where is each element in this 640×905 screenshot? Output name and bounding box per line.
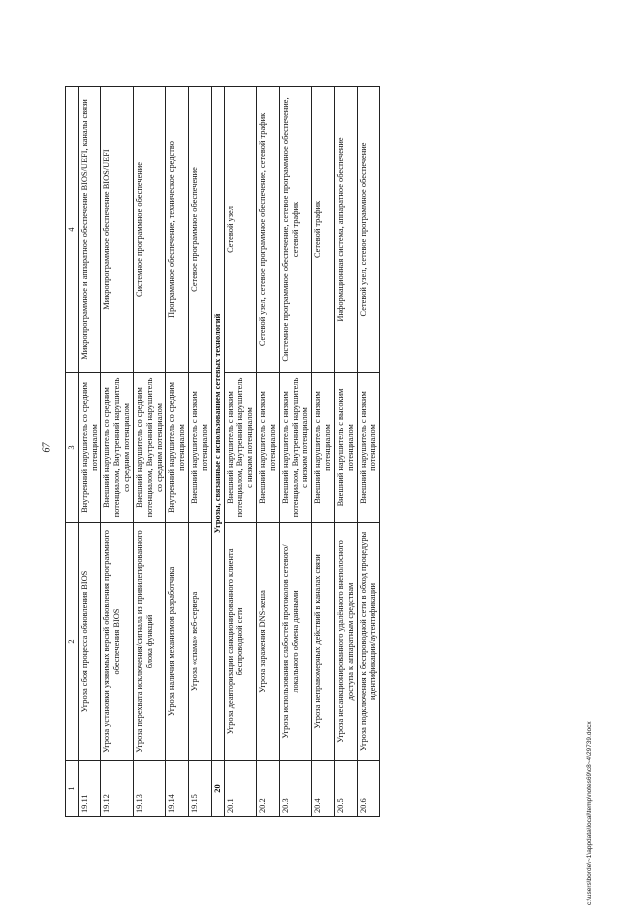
- table-row: [78, 87, 101, 817]
- threat-name: Угроза неправомерных действий в каналах связи: [312, 523, 335, 761]
- column-header: 3: [66, 373, 79, 523]
- threat-name: Угроза использования слабостей протоколов сетевого/локального обмена данными: [279, 523, 311, 761]
- threat-object: Сетевой узел, сетевое программное обеспечение: [357, 87, 380, 373]
- table-row: [133, 87, 165, 817]
- threat-source: Внутренний нарушитель со средним потенциалом: [78, 373, 101, 523]
- threat-object: Программное обеспечение, техническое средство: [166, 87, 189, 373]
- threat-source: Внешний нарушитель со средним потенциалом, Внутренний нарушитель со средним потенциалом: [101, 373, 133, 523]
- threat-source: Внешний нарушитель с низким потенциалом, Внутренний нарушитель с низким потенциалом: [279, 373, 311, 523]
- table-row: [357, 87, 380, 817]
- threat-object: Микропрограммное обеспечение BIOS/UEFI: [101, 87, 133, 373]
- threat-number: 19.15: [189, 761, 212, 817]
- threat-table: [65, 86, 380, 817]
- section-row: [211, 87, 224, 817]
- threat-object: Информационная система, аппаратное обеспечение: [334, 87, 357, 373]
- threat-source: Внешний нарушитель с низким потенциалом: [312, 373, 335, 523]
- threat-number: 20.6: [357, 761, 380, 817]
- section-title: Угрозы, связанные с использованием сетевых технологий: [211, 87, 224, 761]
- threat-number: 19.12: [101, 761, 133, 817]
- threat-number: 20.3: [279, 761, 311, 817]
- section-number: 20: [211, 761, 224, 817]
- threat-name: Угроза деавторизации санкционированного клиента беспроводной сети: [224, 523, 256, 761]
- threat-object: Сетевое программное обеспечение: [189, 87, 212, 373]
- threat-object: Системное программное обеспечение, сетевое программное обеспечение, сетевой трафик: [279, 87, 311, 373]
- threat-name: Угроза перехвата исключения/сигнала из привилегированного блока функций: [133, 523, 165, 761]
- rotated-page-content: [65, 87, 575, 817]
- threat-number: 19.14: [166, 761, 189, 817]
- threat-name: Угроза наличия механизмов разработчика: [166, 523, 189, 761]
- table-row: [312, 87, 335, 817]
- table-row: [279, 87, 311, 817]
- table-header-row: [66, 87, 79, 817]
- table-row: [101, 87, 133, 817]
- threat-source: Внешний нарушитель с низким потенциалом, Внутренний нарушитель с низким потенциалом: [224, 373, 256, 523]
- threat-object: Сетевой узел: [224, 87, 256, 373]
- threat-source: Внешний нарушитель с низким потенциалом: [189, 373, 212, 523]
- threat-name: Угроза установки уязвимых версий обновления программного обеспечения BIOS: [101, 523, 133, 761]
- threat-source: Внешний нарушитель с низким потенциалом: [257, 373, 280, 523]
- threat-name: Угроза подключения к беспроводной сети в обход процедуры идентификации/аутентификации: [357, 523, 380, 761]
- table-row: [224, 87, 256, 817]
- threat-source: Внешний нарушитель со средним потенциалом, Внутренний нарушитель со средним потенциалом: [133, 373, 165, 523]
- table-row: [334, 87, 357, 817]
- threat-object: Микропрограммное и аппаратное обеспечение BIOS/UEFI, каналы связи: [78, 87, 101, 373]
- column-header: 2: [66, 523, 79, 761]
- threat-name: Угроза «спама» веб-сервера: [189, 523, 212, 761]
- threat-name: Угроза заражения DNS-кеша: [257, 523, 280, 761]
- threat-number: 19.11: [78, 761, 101, 817]
- column-header: 1: [66, 761, 79, 817]
- threat-source: Внешний нарушитель с низким потенциалом: [357, 373, 380, 523]
- threat-object: Сетевой трафик: [312, 87, 335, 373]
- column-header: 4: [66, 87, 79, 373]
- threat-number: 19.13: [133, 761, 165, 817]
- threat-name: Угроза сбоя процесса обновления BIOS: [78, 523, 101, 761]
- table-row: [189, 87, 212, 817]
- threat-source: Внешний нарушитель с высоким потенциалом: [334, 373, 357, 523]
- threat-number: 20.1: [224, 761, 256, 817]
- threat-number: 20.5: [334, 761, 357, 817]
- threat-object: Системное программное обеспечение: [133, 87, 165, 373]
- threat-name: Угроза несанкционированного удалённого внеполосного доступа к аппаратным средствам: [334, 523, 357, 761]
- threat-number: 20.2: [257, 761, 280, 817]
- table-row: [166, 87, 189, 817]
- threat-object: Сетевой узел, сетевое программное обеспечение, сетевой трафик: [257, 87, 280, 373]
- page-number: 67: [41, 442, 53, 453]
- table-row: [257, 87, 280, 817]
- file-path-footer: c:\users\borde\~1\appdata\local\temp\notes69\c8~4\29739.docx: [586, 721, 593, 905]
- threat-number: 20.4: [312, 761, 335, 817]
- threat-source: Внутренний нарушитель со средним потенциалом: [166, 373, 189, 523]
